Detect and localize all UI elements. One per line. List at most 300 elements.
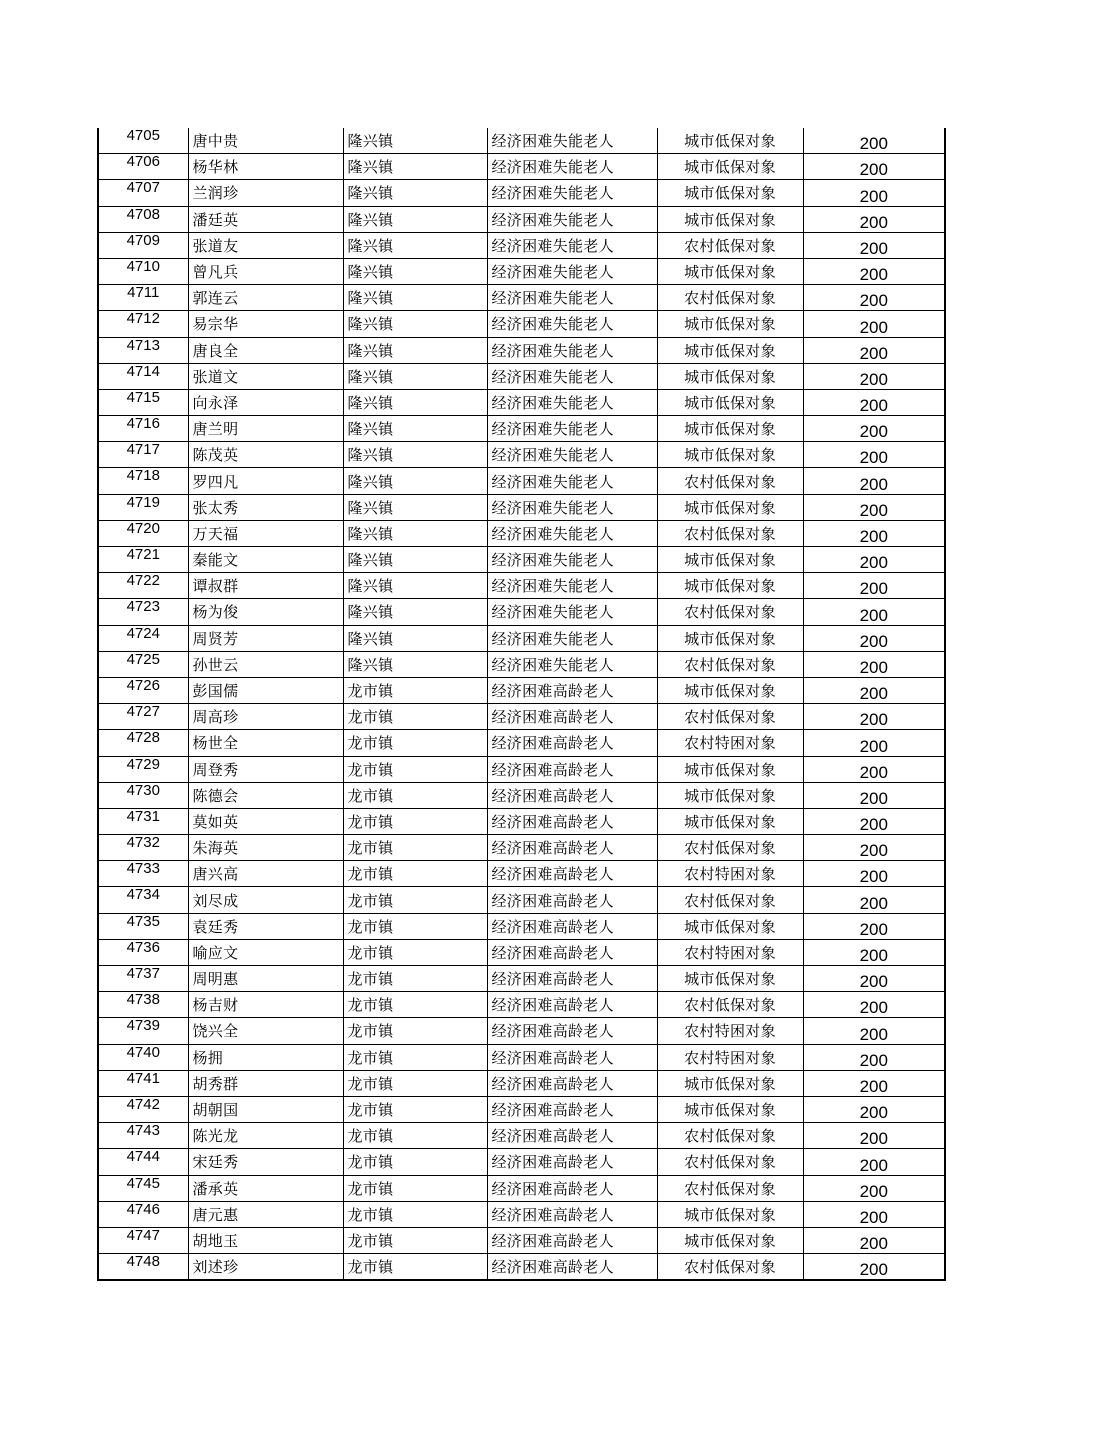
amount-cell: 200 xyxy=(803,1201,945,1227)
town-cell: 隆兴镇 xyxy=(343,180,487,206)
table-row xyxy=(98,782,945,808)
table-row xyxy=(98,573,945,599)
category-cell: 经济困难高龄老人 xyxy=(487,1096,657,1122)
row-number-cell: 4722 xyxy=(98,573,188,599)
name-cell: 唐兰明 xyxy=(188,416,343,442)
data-table xyxy=(97,128,946,1281)
row-number-cell: 4741 xyxy=(98,1070,188,1096)
table-row xyxy=(98,1149,945,1175)
table-row xyxy=(98,966,945,992)
amount-cell: 200 xyxy=(803,232,945,258)
town-cell: 龙市镇 xyxy=(343,887,487,913)
type-cell: 农村低保对象 xyxy=(657,1123,803,1149)
row-number-cell: 4717 xyxy=(98,442,188,468)
row-number-cell: 4716 xyxy=(98,416,188,442)
category-cell: 经济困难高龄老人 xyxy=(487,782,657,808)
name-cell: 唐兴高 xyxy=(188,861,343,887)
amount-cell: 200 xyxy=(803,258,945,284)
type-cell: 城市低保对象 xyxy=(657,363,803,389)
category-cell: 经济困难高龄老人 xyxy=(487,1123,657,1149)
amount-cell: 200 xyxy=(803,494,945,520)
table-row xyxy=(98,128,945,154)
name-cell: 胡地玉 xyxy=(188,1227,343,1253)
table-row xyxy=(98,835,945,861)
amount-cell: 200 xyxy=(803,1123,945,1149)
type-cell: 农村特困对象 xyxy=(657,1044,803,1070)
row-number-cell: 4711 xyxy=(98,285,188,311)
amount-cell: 200 xyxy=(803,756,945,782)
town-cell: 龙市镇 xyxy=(343,1123,487,1149)
type-cell: 农村低保对象 xyxy=(657,285,803,311)
name-cell: 杨华林 xyxy=(188,154,343,180)
type-cell: 城市低保对象 xyxy=(657,258,803,284)
town-cell: 隆兴镇 xyxy=(343,625,487,651)
category-cell: 经济困难高龄老人 xyxy=(487,1201,657,1227)
amount-cell: 200 xyxy=(803,861,945,887)
amount-cell: 200 xyxy=(803,1070,945,1096)
type-cell: 城市低保对象 xyxy=(657,573,803,599)
category-cell: 经济困难高龄老人 xyxy=(487,730,657,756)
name-cell: 宋廷秀 xyxy=(188,1149,343,1175)
name-cell: 秦能文 xyxy=(188,547,343,573)
amount-cell: 200 xyxy=(803,337,945,363)
town-cell: 龙市镇 xyxy=(343,1070,487,1096)
town-cell: 龙市镇 xyxy=(343,992,487,1018)
row-number-cell: 4740 xyxy=(98,1044,188,1070)
amount-cell: 200 xyxy=(803,520,945,546)
town-cell: 隆兴镇 xyxy=(343,363,487,389)
town-cell: 龙市镇 xyxy=(343,1149,487,1175)
row-number-cell: 4745 xyxy=(98,1175,188,1201)
type-cell: 城市低保对象 xyxy=(657,1070,803,1096)
amount-cell: 200 xyxy=(803,677,945,703)
category-cell: 经济困难失能老人 xyxy=(487,416,657,442)
amount-cell: 200 xyxy=(803,782,945,808)
town-cell: 隆兴镇 xyxy=(343,128,487,154)
type-cell: 农村低保对象 xyxy=(657,992,803,1018)
type-cell: 农村特困对象 xyxy=(657,861,803,887)
name-cell: 向永泽 xyxy=(188,389,343,415)
town-cell: 龙市镇 xyxy=(343,939,487,965)
row-number-cell: 4744 xyxy=(98,1149,188,1175)
town-cell: 龙市镇 xyxy=(343,835,487,861)
type-cell: 农村低保对象 xyxy=(657,1175,803,1201)
name-cell: 周明惠 xyxy=(188,966,343,992)
amount-cell: 200 xyxy=(803,416,945,442)
amount-cell: 200 xyxy=(803,363,945,389)
name-cell: 周高珍 xyxy=(188,704,343,730)
town-cell: 龙市镇 xyxy=(343,861,487,887)
name-cell: 郭连云 xyxy=(188,285,343,311)
town-cell: 隆兴镇 xyxy=(343,468,487,494)
type-cell: 城市低保对象 xyxy=(657,154,803,180)
town-cell: 隆兴镇 xyxy=(343,599,487,625)
amount-cell: 200 xyxy=(803,128,945,154)
row-number-cell: 4705 xyxy=(98,128,188,154)
amount-cell: 200 xyxy=(803,835,945,861)
category-cell: 经济困难高龄老人 xyxy=(487,861,657,887)
town-cell: 隆兴镇 xyxy=(343,573,487,599)
town-cell: 龙市镇 xyxy=(343,1044,487,1070)
table-row xyxy=(98,939,945,965)
amount-cell: 200 xyxy=(803,966,945,992)
name-cell: 唐中贵 xyxy=(188,128,343,154)
row-number-cell: 4734 xyxy=(98,887,188,913)
name-cell: 胡秀群 xyxy=(188,1070,343,1096)
table-row xyxy=(98,1175,945,1201)
amount-cell: 200 xyxy=(803,180,945,206)
row-number-cell: 4720 xyxy=(98,520,188,546)
town-cell: 隆兴镇 xyxy=(343,416,487,442)
row-number-cell: 4735 xyxy=(98,913,188,939)
name-cell: 曾凡兵 xyxy=(188,258,343,284)
row-number-cell: 4708 xyxy=(98,206,188,232)
category-cell: 经济困难失能老人 xyxy=(487,468,657,494)
town-cell: 隆兴镇 xyxy=(343,258,487,284)
category-cell: 经济困难高龄老人 xyxy=(487,913,657,939)
category-cell: 经济困难高龄老人 xyxy=(487,677,657,703)
type-cell: 农村低保对象 xyxy=(657,887,803,913)
category-cell: 经济困难高龄老人 xyxy=(487,1044,657,1070)
table-body xyxy=(98,128,945,1280)
amount-cell: 200 xyxy=(803,285,945,311)
type-cell: 城市低保对象 xyxy=(657,808,803,834)
name-cell: 杨拥 xyxy=(188,1044,343,1070)
row-number-cell: 4707 xyxy=(98,180,188,206)
town-cell: 龙市镇 xyxy=(343,1227,487,1253)
table-row xyxy=(98,337,945,363)
table-row xyxy=(98,651,945,677)
row-number-cell: 4732 xyxy=(98,835,188,861)
town-cell: 龙市镇 xyxy=(343,966,487,992)
town-cell: 龙市镇 xyxy=(343,1096,487,1122)
type-cell: 城市低保对象 xyxy=(657,1096,803,1122)
town-cell: 隆兴镇 xyxy=(343,311,487,337)
table-row xyxy=(98,520,945,546)
type-cell: 城市低保对象 xyxy=(657,966,803,992)
type-cell: 城市低保对象 xyxy=(657,206,803,232)
category-cell: 经济困难失能老人 xyxy=(487,337,657,363)
amount-cell: 200 xyxy=(803,1149,945,1175)
amount-cell: 200 xyxy=(803,442,945,468)
amount-cell: 200 xyxy=(803,389,945,415)
row-number-cell: 4706 xyxy=(98,154,188,180)
amount-cell: 200 xyxy=(803,468,945,494)
amount-cell: 200 xyxy=(803,547,945,573)
type-cell: 农村特困对象 xyxy=(657,1018,803,1044)
type-cell: 城市低保对象 xyxy=(657,128,803,154)
table-row xyxy=(98,677,945,703)
row-number-cell: 4725 xyxy=(98,651,188,677)
category-cell: 经济困难失能老人 xyxy=(487,494,657,520)
name-cell: 朱海英 xyxy=(188,835,343,861)
table-row xyxy=(98,1123,945,1149)
category-cell: 经济困难失能老人 xyxy=(487,206,657,232)
type-cell: 农村特困对象 xyxy=(657,730,803,756)
table-row xyxy=(98,1044,945,1070)
amount-cell: 200 xyxy=(803,311,945,337)
type-cell: 农村低保对象 xyxy=(657,232,803,258)
category-cell: 经济困难高龄老人 xyxy=(487,1018,657,1044)
table-row xyxy=(98,258,945,284)
name-cell: 张道文 xyxy=(188,363,343,389)
name-cell: 莫如英 xyxy=(188,808,343,834)
table-row xyxy=(98,1254,945,1281)
town-cell: 龙市镇 xyxy=(343,1018,487,1044)
amount-cell: 200 xyxy=(803,1018,945,1044)
table-row xyxy=(98,1018,945,1044)
table-row xyxy=(98,992,945,1018)
amount-cell: 200 xyxy=(803,1254,945,1281)
table-row xyxy=(98,180,945,206)
type-cell: 农村低保对象 xyxy=(657,599,803,625)
amount-cell: 200 xyxy=(803,939,945,965)
row-number-cell: 4737 xyxy=(98,966,188,992)
town-cell: 龙市镇 xyxy=(343,1175,487,1201)
name-cell: 潘廷英 xyxy=(188,206,343,232)
row-number-cell: 4743 xyxy=(98,1123,188,1149)
table-row xyxy=(98,756,945,782)
amount-cell: 200 xyxy=(803,1175,945,1201)
name-cell: 杨吉财 xyxy=(188,992,343,1018)
row-number-cell: 4712 xyxy=(98,311,188,337)
table-row xyxy=(98,232,945,258)
category-cell: 经济困难高龄老人 xyxy=(487,1227,657,1253)
table-row xyxy=(98,311,945,337)
town-cell: 隆兴镇 xyxy=(343,442,487,468)
type-cell: 城市低保对象 xyxy=(657,494,803,520)
type-cell: 城市低保对象 xyxy=(657,782,803,808)
amount-cell: 200 xyxy=(803,651,945,677)
type-cell: 农村低保对象 xyxy=(657,1149,803,1175)
table-row xyxy=(98,913,945,939)
type-cell: 城市低保对象 xyxy=(657,1227,803,1253)
type-cell: 农村低保对象 xyxy=(657,468,803,494)
row-number-cell: 4724 xyxy=(98,625,188,651)
category-cell: 经济困难失能老人 xyxy=(487,128,657,154)
category-cell: 经济困难失能老人 xyxy=(487,573,657,599)
table-row xyxy=(98,1070,945,1096)
category-cell: 经济困难失能老人 xyxy=(487,180,657,206)
row-number-cell: 4748 xyxy=(98,1254,188,1281)
name-cell: 陈茂英 xyxy=(188,442,343,468)
type-cell: 城市低保对象 xyxy=(657,442,803,468)
amount-cell: 200 xyxy=(803,992,945,1018)
row-number-cell: 4727 xyxy=(98,704,188,730)
category-cell: 经济困难失能老人 xyxy=(487,258,657,284)
category-cell: 经济困难失能老人 xyxy=(487,547,657,573)
town-cell: 龙市镇 xyxy=(343,782,487,808)
town-cell: 隆兴镇 xyxy=(343,206,487,232)
table-row xyxy=(98,547,945,573)
amount-cell: 200 xyxy=(803,1227,945,1253)
category-cell: 经济困难高龄老人 xyxy=(487,887,657,913)
table-row xyxy=(98,206,945,232)
name-cell: 谭叔群 xyxy=(188,573,343,599)
type-cell: 农村低保对象 xyxy=(657,1254,803,1281)
name-cell: 易宗华 xyxy=(188,311,343,337)
town-cell: 隆兴镇 xyxy=(343,547,487,573)
table-row xyxy=(98,1201,945,1227)
type-cell: 城市低保对象 xyxy=(657,913,803,939)
amount-cell: 200 xyxy=(803,730,945,756)
town-cell: 龙市镇 xyxy=(343,1254,487,1281)
type-cell: 城市低保对象 xyxy=(657,180,803,206)
row-number-cell: 4729 xyxy=(98,756,188,782)
category-cell: 经济困难高龄老人 xyxy=(487,966,657,992)
name-cell: 兰润珍 xyxy=(188,180,343,206)
town-cell: 隆兴镇 xyxy=(343,232,487,258)
category-cell: 经济困难高龄老人 xyxy=(487,939,657,965)
row-number-cell: 4710 xyxy=(98,258,188,284)
row-number-cell: 4718 xyxy=(98,468,188,494)
table-row xyxy=(98,861,945,887)
type-cell: 城市低保对象 xyxy=(657,677,803,703)
type-cell: 城市低保对象 xyxy=(657,625,803,651)
row-number-cell: 4728 xyxy=(98,730,188,756)
amount-cell: 200 xyxy=(803,913,945,939)
row-number-cell: 4736 xyxy=(98,939,188,965)
amount-cell: 200 xyxy=(803,599,945,625)
row-number-cell: 4713 xyxy=(98,337,188,363)
row-number-cell: 4733 xyxy=(98,861,188,887)
type-cell: 农村低保对象 xyxy=(657,835,803,861)
name-cell: 袁廷秀 xyxy=(188,913,343,939)
row-number-cell: 4730 xyxy=(98,782,188,808)
table-row xyxy=(98,468,945,494)
amount-cell: 200 xyxy=(803,808,945,834)
category-cell: 经济困难失能老人 xyxy=(487,285,657,311)
table-row xyxy=(98,730,945,756)
type-cell: 城市低保对象 xyxy=(657,416,803,442)
category-cell: 经济困难高龄老人 xyxy=(487,992,657,1018)
name-cell: 万天福 xyxy=(188,520,343,546)
town-cell: 龙市镇 xyxy=(343,730,487,756)
type-cell: 农村特困对象 xyxy=(657,939,803,965)
category-cell: 经济困难高龄老人 xyxy=(487,1070,657,1096)
type-cell: 城市低保对象 xyxy=(657,547,803,573)
table-row xyxy=(98,285,945,311)
name-cell: 唐良全 xyxy=(188,337,343,363)
amount-cell: 200 xyxy=(803,1096,945,1122)
name-cell: 周贤芳 xyxy=(188,625,343,651)
row-number-cell: 4709 xyxy=(98,232,188,258)
category-cell: 经济困难高龄老人 xyxy=(487,756,657,782)
type-cell: 农村低保对象 xyxy=(657,651,803,677)
table-row xyxy=(98,442,945,468)
type-cell: 城市低保对象 xyxy=(657,389,803,415)
table-row xyxy=(98,1096,945,1122)
amount-cell: 200 xyxy=(803,887,945,913)
category-cell: 经济困难失能老人 xyxy=(487,232,657,258)
amount-cell: 200 xyxy=(803,625,945,651)
type-cell: 城市低保对象 xyxy=(657,1201,803,1227)
category-cell: 经济困难失能老人 xyxy=(487,389,657,415)
town-cell: 龙市镇 xyxy=(343,808,487,834)
row-number-cell: 4739 xyxy=(98,1018,188,1044)
name-cell: 刘述珍 xyxy=(188,1254,343,1281)
name-cell: 胡朝国 xyxy=(188,1096,343,1122)
name-cell: 杨世全 xyxy=(188,730,343,756)
row-number-cell: 4723 xyxy=(98,599,188,625)
name-cell: 杨为俊 xyxy=(188,599,343,625)
name-cell: 周登秀 xyxy=(188,756,343,782)
category-cell: 经济困难失能老人 xyxy=(487,520,657,546)
town-cell: 龙市镇 xyxy=(343,913,487,939)
row-number-cell: 4714 xyxy=(98,363,188,389)
table-row xyxy=(98,599,945,625)
table-row xyxy=(98,625,945,651)
category-cell: 经济困难失能老人 xyxy=(487,363,657,389)
name-cell: 张太秀 xyxy=(188,494,343,520)
row-number-cell: 4731 xyxy=(98,808,188,834)
type-cell: 农村低保对象 xyxy=(657,704,803,730)
category-cell: 经济困难高龄老人 xyxy=(487,1254,657,1281)
type-cell: 农村低保对象 xyxy=(657,520,803,546)
table-row xyxy=(98,808,945,834)
name-cell: 唐元惠 xyxy=(188,1201,343,1227)
name-cell: 喻应文 xyxy=(188,939,343,965)
row-number-cell: 4715 xyxy=(98,389,188,415)
name-cell: 陈德会 xyxy=(188,782,343,808)
name-cell: 罗四凡 xyxy=(188,468,343,494)
type-cell: 城市低保对象 xyxy=(657,337,803,363)
name-cell: 孙世云 xyxy=(188,651,343,677)
town-cell: 隆兴镇 xyxy=(343,520,487,546)
category-cell: 经济困难高龄老人 xyxy=(487,704,657,730)
row-number-cell: 4719 xyxy=(98,494,188,520)
type-cell: 城市低保对象 xyxy=(657,756,803,782)
category-cell: 经济困难高龄老人 xyxy=(487,808,657,834)
name-cell: 潘承英 xyxy=(188,1175,343,1201)
table-row xyxy=(98,1227,945,1253)
town-cell: 隆兴镇 xyxy=(343,154,487,180)
town-cell: 隆兴镇 xyxy=(343,285,487,311)
category-cell: 经济困难失能老人 xyxy=(487,442,657,468)
row-number-cell: 4721 xyxy=(98,547,188,573)
category-cell: 经济困难失能老人 xyxy=(487,651,657,677)
table-row xyxy=(98,363,945,389)
town-cell: 龙市镇 xyxy=(343,704,487,730)
row-number-cell: 4738 xyxy=(98,992,188,1018)
category-cell: 经济困难失能老人 xyxy=(487,625,657,651)
town-cell: 隆兴镇 xyxy=(343,389,487,415)
table-row xyxy=(98,494,945,520)
amount-cell: 200 xyxy=(803,1044,945,1070)
table-row xyxy=(98,887,945,913)
town-cell: 隆兴镇 xyxy=(343,337,487,363)
town-cell: 隆兴镇 xyxy=(343,651,487,677)
row-number-cell: 4747 xyxy=(98,1227,188,1253)
amount-cell: 200 xyxy=(803,704,945,730)
category-cell: 经济困难高龄老人 xyxy=(487,835,657,861)
row-number-cell: 4746 xyxy=(98,1201,188,1227)
amount-cell: 200 xyxy=(803,573,945,599)
table-row xyxy=(98,154,945,180)
category-cell: 经济困难高龄老人 xyxy=(487,1175,657,1201)
table-row xyxy=(98,704,945,730)
name-cell: 刘尽成 xyxy=(188,887,343,913)
name-cell: 张道友 xyxy=(188,232,343,258)
table-row xyxy=(98,416,945,442)
category-cell: 经济困难失能老人 xyxy=(487,311,657,337)
town-cell: 龙市镇 xyxy=(343,1201,487,1227)
name-cell: 饶兴全 xyxy=(188,1018,343,1044)
town-cell: 隆兴镇 xyxy=(343,494,487,520)
type-cell: 城市低保对象 xyxy=(657,311,803,337)
row-number-cell: 4726 xyxy=(98,677,188,703)
table-row xyxy=(98,389,945,415)
